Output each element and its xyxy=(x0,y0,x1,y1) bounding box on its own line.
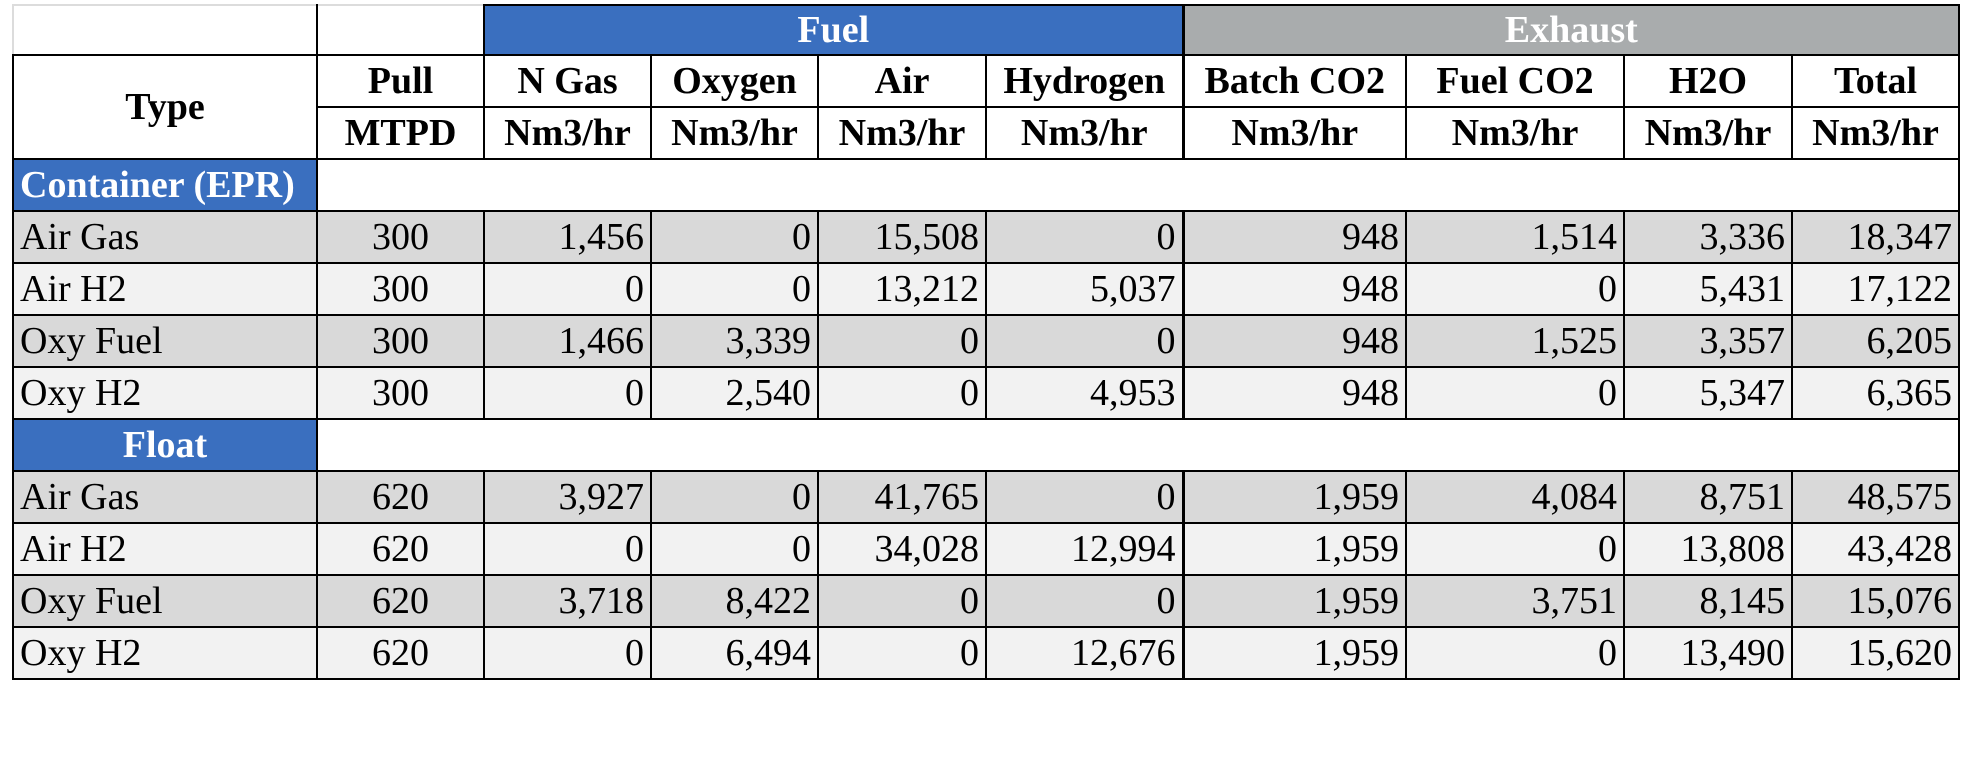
row-type: Oxy Fuel xyxy=(13,575,317,627)
table-cell: 1,959 xyxy=(1183,471,1406,523)
table-cell: 18,347 xyxy=(1792,211,1959,263)
table-cell: 3,339 xyxy=(651,315,818,367)
row-type: Oxy H2 xyxy=(13,627,317,679)
table-cell: 0 xyxy=(651,523,818,575)
table-cell: 3,751 xyxy=(1406,575,1624,627)
unit-total: Nm3/hr xyxy=(1792,107,1959,159)
table-cell: 0 xyxy=(986,575,1183,627)
table-cell: 6,365 xyxy=(1792,367,1959,419)
table-cell: 0 xyxy=(1406,367,1624,419)
fuel-group-header: Fuel xyxy=(484,5,1183,55)
column-name-row xyxy=(13,55,1959,107)
unit-oxygen: Nm3/hr xyxy=(651,107,818,159)
table-cell: 8,145 xyxy=(1624,575,1792,627)
table-cell: 0 xyxy=(986,315,1183,367)
section-label: Float xyxy=(13,419,317,471)
column-header-h2o: H2O xyxy=(1624,55,1792,107)
unit-h2o: Nm3/hr xyxy=(1624,107,1792,159)
table-cell: 8,751 xyxy=(1624,471,1792,523)
table-row xyxy=(13,315,1959,367)
table-cell: 0 xyxy=(1406,263,1624,315)
column-header-total: Total xyxy=(1792,55,1959,107)
table-cell: 48,575 xyxy=(1792,471,1959,523)
row-type: Air H2 xyxy=(13,523,317,575)
section-row xyxy=(13,419,1959,471)
table-cell: 13,808 xyxy=(1624,523,1792,575)
exhaust-group-header: Exhaust xyxy=(1183,5,1959,55)
table-cell: 6,205 xyxy=(1792,315,1959,367)
section-row xyxy=(13,159,1959,211)
table-cell: 6,494 xyxy=(651,627,818,679)
table-cell: 15,508 xyxy=(818,211,986,263)
table-cell: 13,490 xyxy=(1624,627,1792,679)
table-cell: 34,028 xyxy=(818,523,986,575)
table-cell: 948 xyxy=(1183,211,1406,263)
table-cell: 0 xyxy=(484,523,651,575)
table-cell: 1,959 xyxy=(1183,523,1406,575)
column-header-oxygen: Oxygen xyxy=(651,55,818,107)
table-row xyxy=(13,211,1959,263)
table-cell: 1,525 xyxy=(1406,315,1624,367)
table-row xyxy=(13,367,1959,419)
table-cell: 13,212 xyxy=(818,263,986,315)
table-cell: 3,336 xyxy=(1624,211,1792,263)
row-type: Oxy H2 xyxy=(13,367,317,419)
table-cell: 1,456 xyxy=(484,211,651,263)
table-cell: 3,927 xyxy=(484,471,651,523)
table-cell: 3,718 xyxy=(484,575,651,627)
table-cell: 0 xyxy=(484,627,651,679)
table-cell: 0 xyxy=(651,263,818,315)
pull-header: Pull xyxy=(317,55,484,107)
table-cell: 4,953 xyxy=(986,367,1183,419)
group-header-row xyxy=(13,5,1959,55)
section-fill xyxy=(317,419,1959,471)
table-cell: 8,422 xyxy=(651,575,818,627)
blank-cell xyxy=(317,5,484,55)
row-pull: 300 xyxy=(317,315,484,367)
blank-cell xyxy=(13,5,317,55)
table-cell: 1,514 xyxy=(1406,211,1624,263)
table-cell: 5,431 xyxy=(1624,263,1792,315)
table-row xyxy=(13,627,1959,679)
table-row xyxy=(13,471,1959,523)
table-cell: 0 xyxy=(818,315,986,367)
row-type: Air Gas xyxy=(13,471,317,523)
row-pull: 300 xyxy=(317,263,484,315)
row-type: Air Gas xyxy=(13,211,317,263)
section-label: Container (EPR) xyxy=(13,159,317,211)
column-header-fuel-co2: Fuel CO2 xyxy=(1406,55,1624,107)
table-cell: 0 xyxy=(1406,523,1624,575)
table-row xyxy=(13,575,1959,627)
row-pull: 300 xyxy=(317,367,484,419)
row-pull: 620 xyxy=(317,471,484,523)
table-cell: 1,959 xyxy=(1183,575,1406,627)
table-cell: 0 xyxy=(651,471,818,523)
table-cell: 15,620 xyxy=(1792,627,1959,679)
table-cell: 1,466 xyxy=(484,315,651,367)
row-type: Air H2 xyxy=(13,263,317,315)
emissions-table xyxy=(12,4,1960,680)
table-cell: 0 xyxy=(818,575,986,627)
table-cell: 0 xyxy=(818,367,986,419)
table-cell: 17,122 xyxy=(1792,263,1959,315)
table-cell: 15,076 xyxy=(1792,575,1959,627)
unit-air: Nm3/hr xyxy=(818,107,986,159)
table-row xyxy=(13,263,1959,315)
unit-fuel-co2: Nm3/hr xyxy=(1406,107,1624,159)
table-cell: 5,037 xyxy=(986,263,1183,315)
column-header-n-gas: N Gas xyxy=(484,55,651,107)
table-cell: 0 xyxy=(986,211,1183,263)
table-cell: 3,357 xyxy=(1624,315,1792,367)
table-cell: 43,428 xyxy=(1792,523,1959,575)
table-cell: 0 xyxy=(651,211,818,263)
column-header-hydrogen: Hydrogen xyxy=(986,55,1183,107)
table-cell: 948 xyxy=(1183,367,1406,419)
column-header-air: Air xyxy=(818,55,986,107)
table-cell: 0 xyxy=(484,263,651,315)
table-cell: 0 xyxy=(1406,627,1624,679)
type-header: Type xyxy=(13,55,317,159)
table-cell: 5,347 xyxy=(1624,367,1792,419)
table-row xyxy=(13,523,1959,575)
row-type: Oxy Fuel xyxy=(13,315,317,367)
table-cell: 0 xyxy=(986,471,1183,523)
row-pull: 620 xyxy=(317,575,484,627)
unit-hydrogen: Nm3/hr xyxy=(986,107,1183,159)
row-pull: 620 xyxy=(317,523,484,575)
section-fill xyxy=(317,159,1959,211)
unit-batch-co2: Nm3/hr xyxy=(1183,107,1406,159)
row-pull: 300 xyxy=(317,211,484,263)
table-cell: 41,765 xyxy=(818,471,986,523)
table-cell: 948 xyxy=(1183,315,1406,367)
unit-n-gas: Nm3/hr xyxy=(484,107,651,159)
column-header-batch-co2: Batch CO2 xyxy=(1183,55,1406,107)
table-cell: 12,994 xyxy=(986,523,1183,575)
table-cell: 1,959 xyxy=(1183,627,1406,679)
table-cell: 2,540 xyxy=(651,367,818,419)
table-cell: 12,676 xyxy=(986,627,1183,679)
table-cell: 948 xyxy=(1183,263,1406,315)
table-cell: 0 xyxy=(484,367,651,419)
table-cell: 4,084 xyxy=(1406,471,1624,523)
row-pull: 620 xyxy=(317,627,484,679)
pull-unit: MTPD xyxy=(317,107,484,159)
table-cell: 0 xyxy=(818,627,986,679)
